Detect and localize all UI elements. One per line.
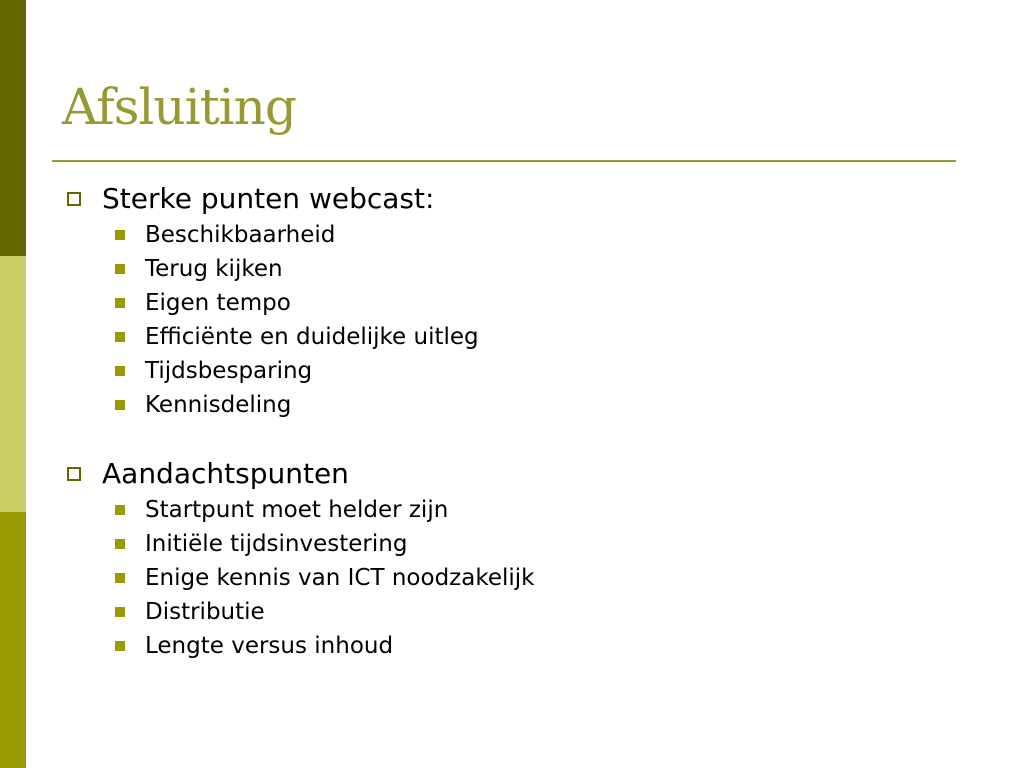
hollow-square-bullet-icon: [67, 467, 81, 481]
square-bullet-icon: [115, 298, 125, 308]
square-bullet-icon: [115, 641, 125, 651]
title-divider: [52, 160, 956, 162]
list-item: [62, 354, 962, 388]
sub-list: [62, 218, 962, 422]
square-bullet-icon: [115, 539, 125, 549]
list-item-text: Eigen tempo: [145, 290, 291, 316]
list-item-text: Distributie: [145, 599, 265, 625]
slide-content: [62, 180, 962, 696]
bullet-level1: [62, 180, 962, 218]
list-item: [62, 561, 962, 595]
list-item: [62, 320, 962, 354]
left-band-bottom: [0, 512, 26, 768]
list-item-text: Efficiënte en duidelijke uitleg: [145, 324, 479, 350]
hollow-square-bullet-icon: [67, 192, 81, 206]
square-bullet-icon: [115, 366, 125, 376]
list-item: [62, 595, 962, 629]
list-item-text: Initiële tijdsinvestering: [145, 531, 408, 557]
list-item-text: Tijdsbesparing: [145, 358, 313, 384]
square-bullet-icon: [115, 607, 125, 617]
left-band-top: [0, 0, 26, 256]
list-item-text: Enige kennis van ICT noodzakelijk: [145, 565, 535, 591]
list-item: [62, 388, 962, 422]
square-bullet-icon: [115, 400, 125, 410]
list-item: [62, 527, 962, 561]
list-item: [62, 286, 962, 320]
square-bullet-icon: [115, 332, 125, 342]
section-attention-points: [62, 455, 962, 663]
list-item-text: Terug kijken: [145, 256, 283, 282]
section-strengths: [62, 180, 962, 422]
list-item-text: Startpunt moet helder zijn: [145, 497, 449, 523]
square-bullet-icon: [115, 573, 125, 583]
square-bullet-icon: [115, 230, 125, 240]
list-item: [62, 493, 962, 527]
slide-title: Afsluiting: [62, 78, 296, 136]
left-band-middle: [0, 256, 26, 512]
bullet-level1: [62, 455, 962, 493]
section-heading: Sterke punten webcast:: [102, 182, 435, 215]
square-bullet-icon: [115, 505, 125, 515]
list-item: [62, 218, 962, 252]
sub-list: [62, 493, 962, 663]
list-item-text: Lengte versus inhoud: [145, 633, 394, 659]
section-heading: Aandachtspunten: [102, 457, 349, 490]
list-item-text: Kennisdeling: [145, 392, 292, 418]
square-bullet-icon: [115, 264, 125, 274]
list-item: [62, 629, 962, 663]
list-item-text: Beschikbaarheid: [145, 222, 336, 248]
list-item: [62, 252, 962, 286]
